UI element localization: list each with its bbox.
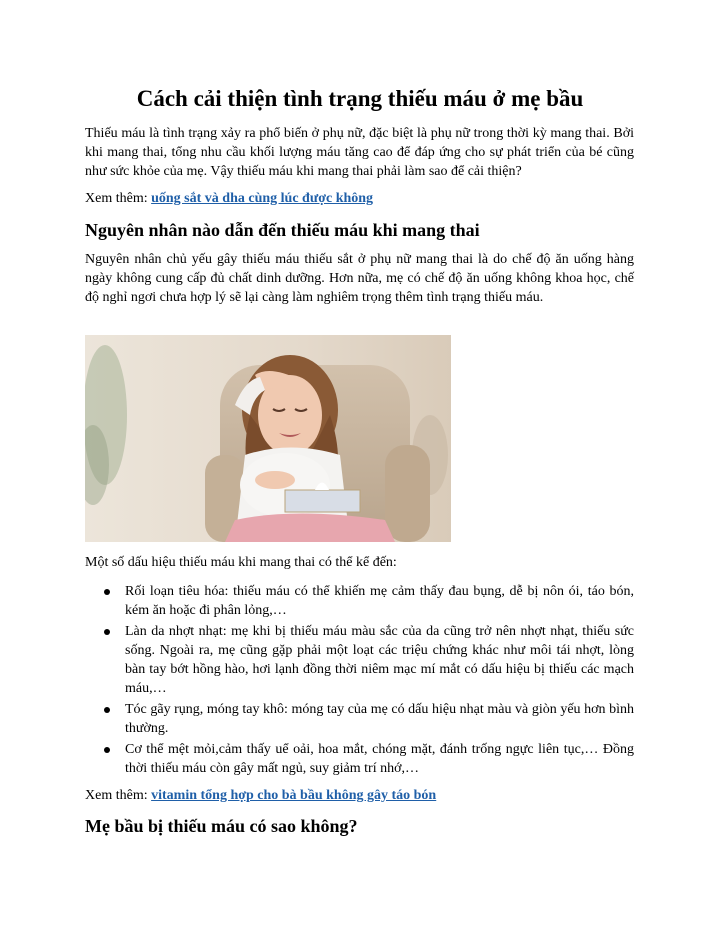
list-item-text: Rối loạn tiêu hóa: thiếu máu có thể khiến mẹ cảm thấy đau bụng, dễ bị nôn ói, táo bón, kém ăn hoặc đi phân lỏng,… xyxy=(125,584,634,618)
bullet-dot-icon xyxy=(104,707,110,713)
see-more-2-prefix: Xem thêm: xyxy=(85,788,148,803)
list-item-text: Tóc gãy rụng, móng tay khô: móng tay của mẹ có dấu hiệu nhạt màu và giòn yếu hơn bình thường. xyxy=(125,702,634,736)
see-more-1-prefix: Xem thêm: xyxy=(85,191,148,206)
list-item xyxy=(85,622,634,698)
pregnant-woman-photo xyxy=(85,335,451,542)
signs-list xyxy=(85,582,634,780)
list-item xyxy=(85,582,634,620)
list-item-text: Cơ thể mệt mỏi,cảm thấy uể oải, hoa mắt, chóng mặt, đánh trống ngực liên tục,… Đồng thời thiếu máu còn gây mất ngủ, suy giảm trí nhớ,… xyxy=(125,742,634,776)
list-item xyxy=(85,740,634,778)
section1-paragraph: Nguyên nhân chủ yếu gây thiếu máu thiếu sắt ở phụ nữ mang thai là do chế độ ăn uống hàng ngày không cung cấp đủ chất dinh dưỡng. Hơn nữa, mẹ có chế độ ăn uống không khoa học, chế độ nghỉ ngơi chưa hợp lý sẽ lại càng làm nghiêm trọng thêm tình trạng thiếu máu. xyxy=(85,252,634,305)
see-more-1 xyxy=(85,189,373,208)
bullet-dot-icon xyxy=(104,629,110,635)
list-item-text: Làn da nhợt nhạt: mẹ khi bị thiếu máu màu sắc của da cũng trở nên nhợt nhạt, thiếu sức sống. Ngoài ra, mẹ cũng gặp phải một loạt các triệu chứng khác như môi tái nhợt, lòng bàn tay bớt hồng hào, hơi lạnh đồng thời niêm mạc mí mắt có dấu hiệu bị thiếu các mạch máu,… xyxy=(125,624,634,696)
list-item xyxy=(85,700,634,738)
see-more-2 xyxy=(85,786,436,805)
signs-intro: Một số dấu hiệu thiếu máu khi mang thai có thể kể đến: xyxy=(85,555,397,570)
see-more-2-link[interactable]: vitamin tổng hợp cho bà bầu không gây táo bón xyxy=(151,788,437,803)
see-more-1-link[interactable]: uống sắt và dha cùng lúc được không xyxy=(151,191,374,206)
section2-heading: Mẹ bầu bị thiếu máu có sao không? xyxy=(85,816,358,836)
intro-paragraph: Thiếu máu là tình trạng xảy ra phổ biến ở phụ nữ, đặc biệt là phụ nữ trong thời kỳ mang thai. Bởi khi mang thai, tổng nhu cầu khối lượng máu tăng cao để đáp ứng cho sự phát triển của bé cũng như sức khỏe của mẹ. Vậy thiếu máu khi mang thai phải làm sao để cải thiện? xyxy=(85,126,634,179)
page-title: Cách cải thiện tình trạng thiếu máu ở mẹ bầu xyxy=(136,86,584,111)
bullet-dot-icon xyxy=(104,589,110,595)
section1-heading: Nguyên nhân nào dẫn đến thiếu máu khi mang thai xyxy=(85,220,480,240)
bullet-dot-icon xyxy=(104,747,110,753)
